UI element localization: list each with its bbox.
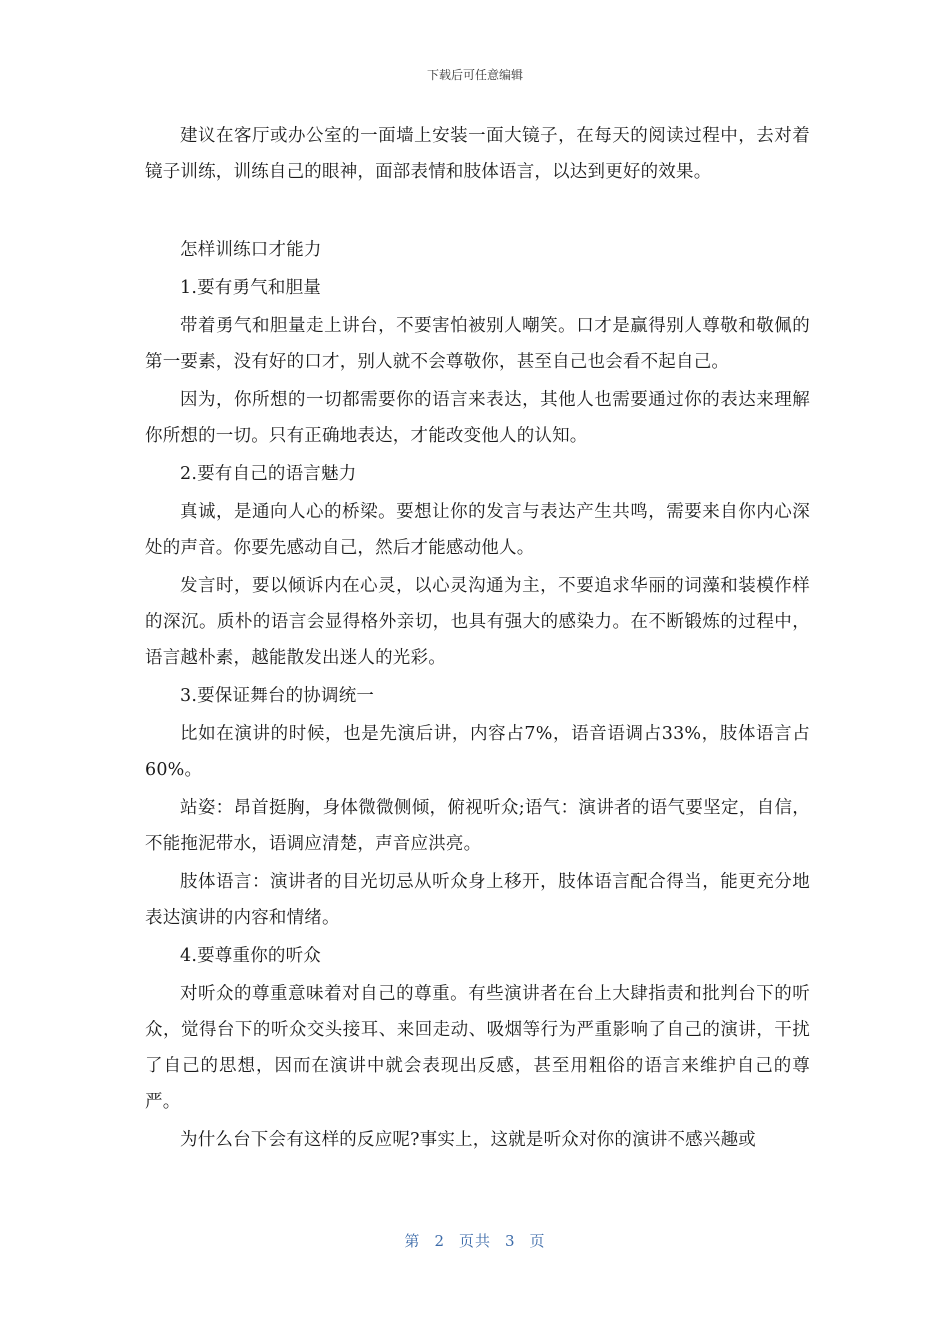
footer-prefix: 第 [404,1232,421,1250]
page-header: 下载后可任意编辑 [426,68,523,82]
footer-total-pages: 3 [505,1232,516,1250]
paragraph-courage: 带着勇气和胆量走上讲台，不要害怕被别人嘲笑。口才是赢得别人尊敬和敬佩的第一要素，没有好的口才，别人就不会尊敬你，甚至自己也会看不起自己。 [145,316,810,372]
document-body [145,118,810,1160]
page-footer [0,1230,950,1251]
paragraph-mirror-training: 建议在客厅或办公室的一面墙上安装一面大镜子，在每天的阅读过程中，去对着镜子训练，训练自己的眼神，面部表情和肢体语言，以达到更好的效果。 [145,126,810,182]
paragraph-gap [145,192,810,232]
subheading-respect: 4.要尊重你的听众 [180,946,321,966]
subheading-stage: 3.要保证舞台的协调统一 [180,686,375,706]
paragraph-expression: 因为，你所想的一切都需要你的语言来表达，其他人也需要通过你的表达来理解你所想的一切。只有正确地表达，才能改变他人的认知。 [145,390,810,446]
footer-middle: 页共 [458,1232,491,1250]
paragraph-body-language: 肢体语言：演讲者的目光切忌从听众身上移开，肢体语言配合得当，能更充分地表达演讲的内容和情绪。 [145,872,810,928]
footer-current-page: 2 [434,1232,445,1250]
subheading-courage: 1.要有勇气和胆量 [180,278,321,298]
section-heading: 怎样训练口才能力 [180,240,322,260]
subheading-charm: 2.要有自己的语言魅力 [180,464,357,484]
paragraph-question: 为什么台下会有这样的反应呢?事实上，这就是听众对你的演讲不感兴趣或 [180,1130,756,1150]
paragraph-speaking: 发言时，要以倾诉内在心灵，以心灵沟通为主，不要追求华丽的词藻和装模作样的深沉。质朴的语言会显得格外亲切，也具有强大的感染力。在不断锻炼的过程中，语言越朴素，越能散发出迷人的光彩。 [145,576,810,668]
paragraph-posture: 站姿：昂首挺胸，身体微微侧倾，俯视听众;语气：演讲者的语气要坚定，自信，不能拖泥带水，语调应清楚，声音应洪亮。 [145,798,810,854]
paragraph-percentages: 比如在演讲的时候，也是先演后讲，内容占7%，语音语调占33%，肢体语言占60%。 [145,724,810,780]
footer-suffix: 页 [529,1232,546,1250]
paragraph-respect: 对听众的尊重意味着对自己的尊重。有些演讲者在台上大肆指责和批判台下的听众，觉得台下的听众交头接耳、来回走动、吸烟等行为严重影响了自己的演讲，干扰了自己的思想，因而在演讲中就会表现出反感，甚至用粗俗的语言来维护自己的尊严。 [145,984,810,1112]
paragraph-sincerity: 真诚，是通向人心的桥梁。要想让你的发言与表达产生共鸣，需要来自你内心深处的声音。你要先感动自己，然后才能感动他人。 [145,502,810,558]
